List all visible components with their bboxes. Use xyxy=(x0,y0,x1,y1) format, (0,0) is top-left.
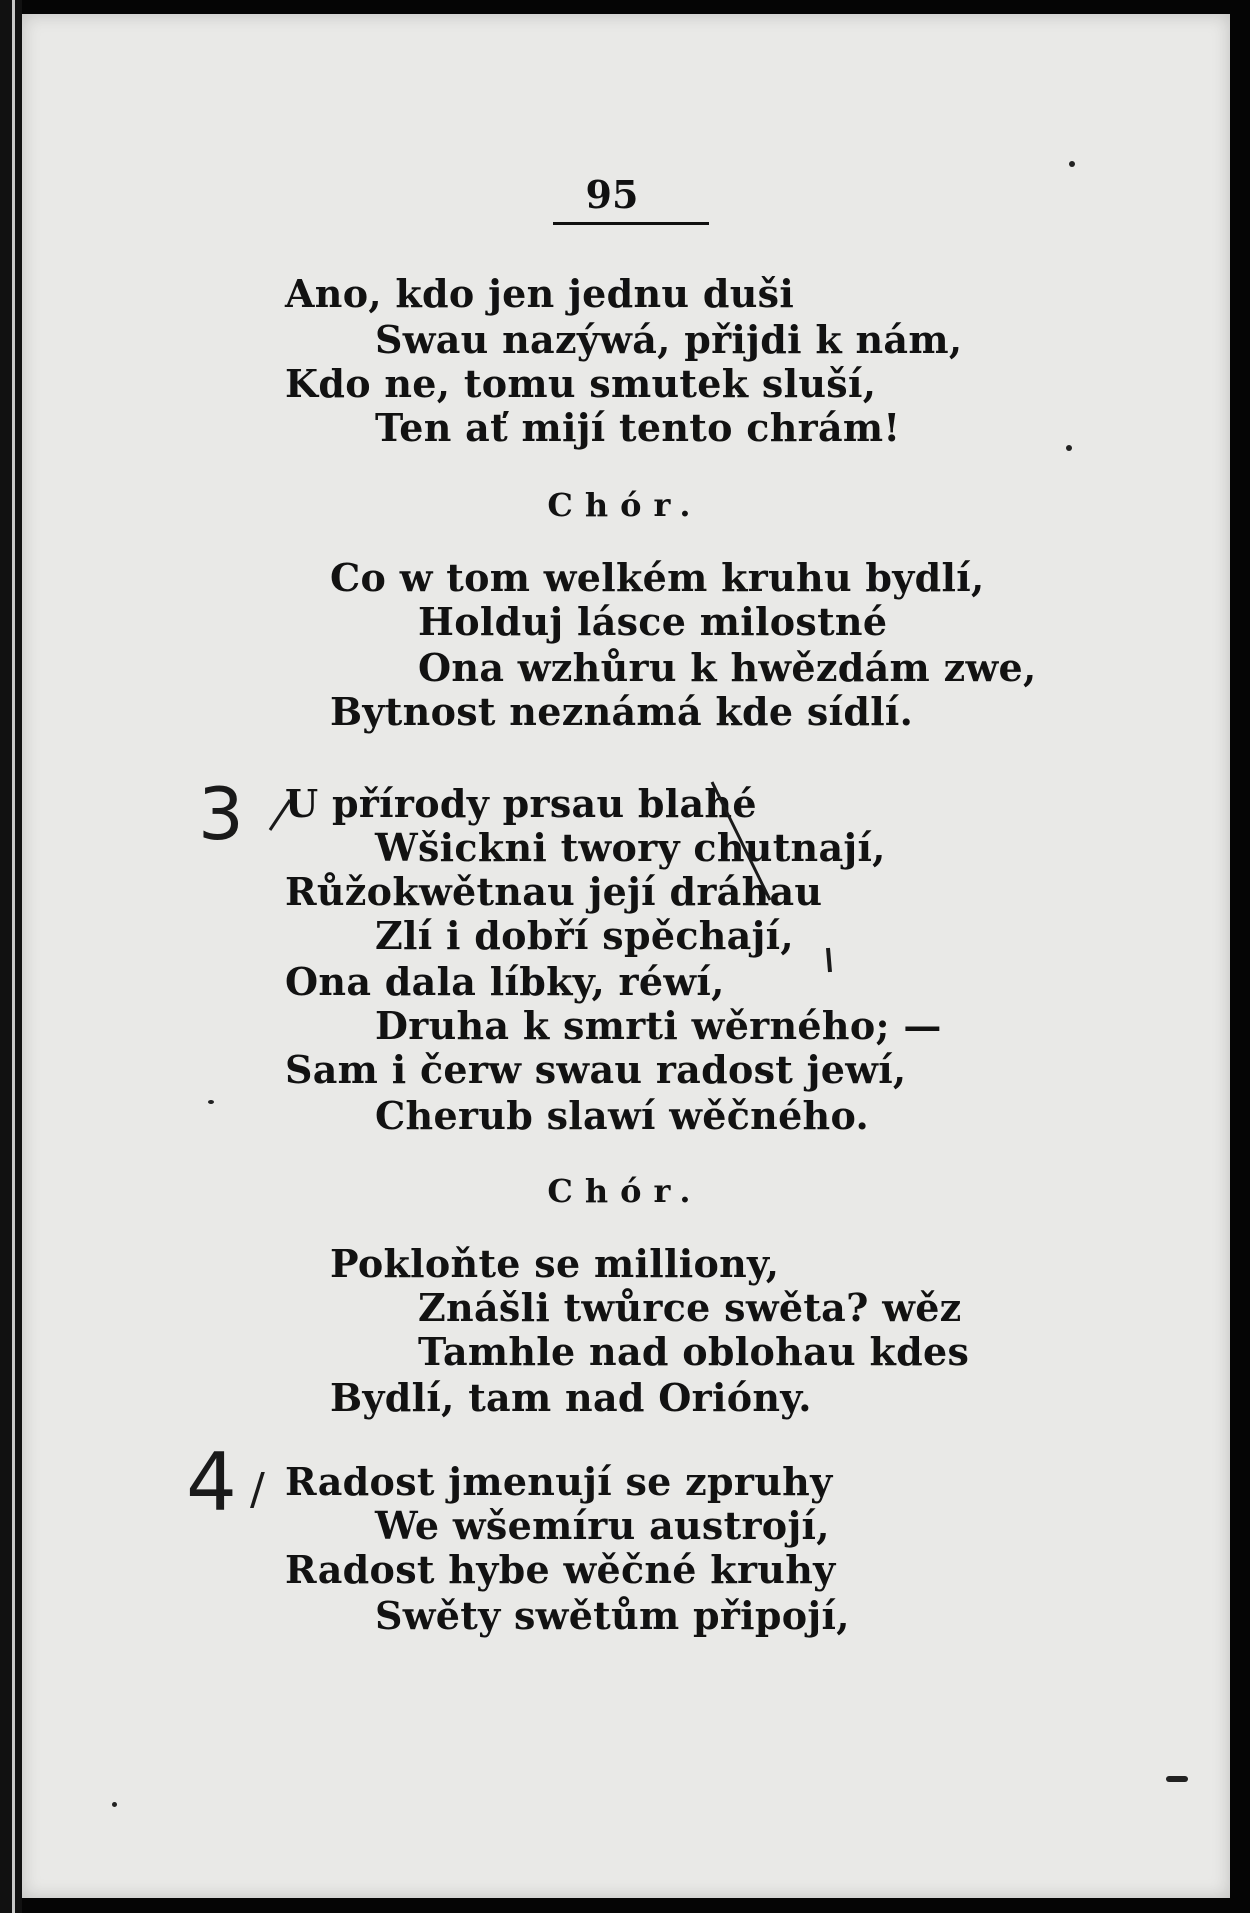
page-number: 95 xyxy=(585,172,639,217)
chorus2-line-4: Bydlí, tam nad Orióny. xyxy=(330,1375,812,1420)
chorus1-line-1: Co w tom welkém kruhu bydlí, xyxy=(330,555,985,600)
stanza3-line-1: Radost jmenují se zpruhy xyxy=(285,1459,833,1504)
stanza2-line-5: Ona dala líbky, réwí, xyxy=(285,959,725,1004)
stanza2-line-6: Druha k smrti wěrného; — xyxy=(375,1003,942,1048)
stanza1-line-4: Ten ať mijí tento chrám! xyxy=(375,405,901,450)
scan-speck xyxy=(112,1802,117,1807)
scan-speck xyxy=(1166,1776,1188,1782)
chorus1-line-4: Bytnost neznámá kde sídlí. xyxy=(330,689,914,734)
stanza2-line-8: Cherub slawí wěčného. xyxy=(375,1093,869,1138)
handwritten-number-4: 4 xyxy=(186,1436,237,1529)
stanza3-line-4: Swěty swětům připojí, xyxy=(375,1593,850,1638)
stanza3-line-2: We wšemíru austrojí, xyxy=(375,1503,830,1548)
stanza2-line-2: Wšickni twory chutnají, xyxy=(375,825,886,870)
chor-heading-2: Chór. xyxy=(547,1172,703,1210)
chorus1-line-2: Holduj lásce milostné xyxy=(418,599,888,644)
chorus2-line-2: Znášli twůrce swěta? wěz xyxy=(418,1285,962,1330)
stanza2-line-7: Sam i čerw swau radost jewí, xyxy=(285,1047,907,1092)
stanza2-line-4: Zlí i dobří spěchají, xyxy=(375,913,794,958)
scan-speck xyxy=(208,1100,214,1104)
stanza2-line-3: Růžokwětnau její dráhau xyxy=(285,869,823,914)
stanza3-line-3: Radost hybe wěčné kruhy xyxy=(285,1547,836,1592)
stanza1-line-3: Kdo ne, tomu smutek sluší, xyxy=(285,361,877,406)
chorus2-line-3: Tamhle nad oblohau kdes xyxy=(418,1329,970,1374)
handwritten-tick: / xyxy=(250,1464,265,1515)
stanza2-line-1: U přírody prsau blahé xyxy=(285,781,757,826)
scan-speck xyxy=(1066,445,1072,451)
stanza1-line-1: Ano, kdo jen jednu duši xyxy=(285,271,795,316)
handwritten-number-3: 3 xyxy=(198,772,244,856)
chorus2-line-1: Pokloňte se milliony, xyxy=(330,1241,780,1286)
chor-heading-1: Chór. xyxy=(547,486,703,524)
stanza1-line-2: Swau nazýwá, přijdi k nám, xyxy=(375,317,963,362)
chorus1-line-3: Ona wzhůru k hwězdám zwe, xyxy=(418,645,1037,690)
scan-speck xyxy=(1069,161,1075,167)
